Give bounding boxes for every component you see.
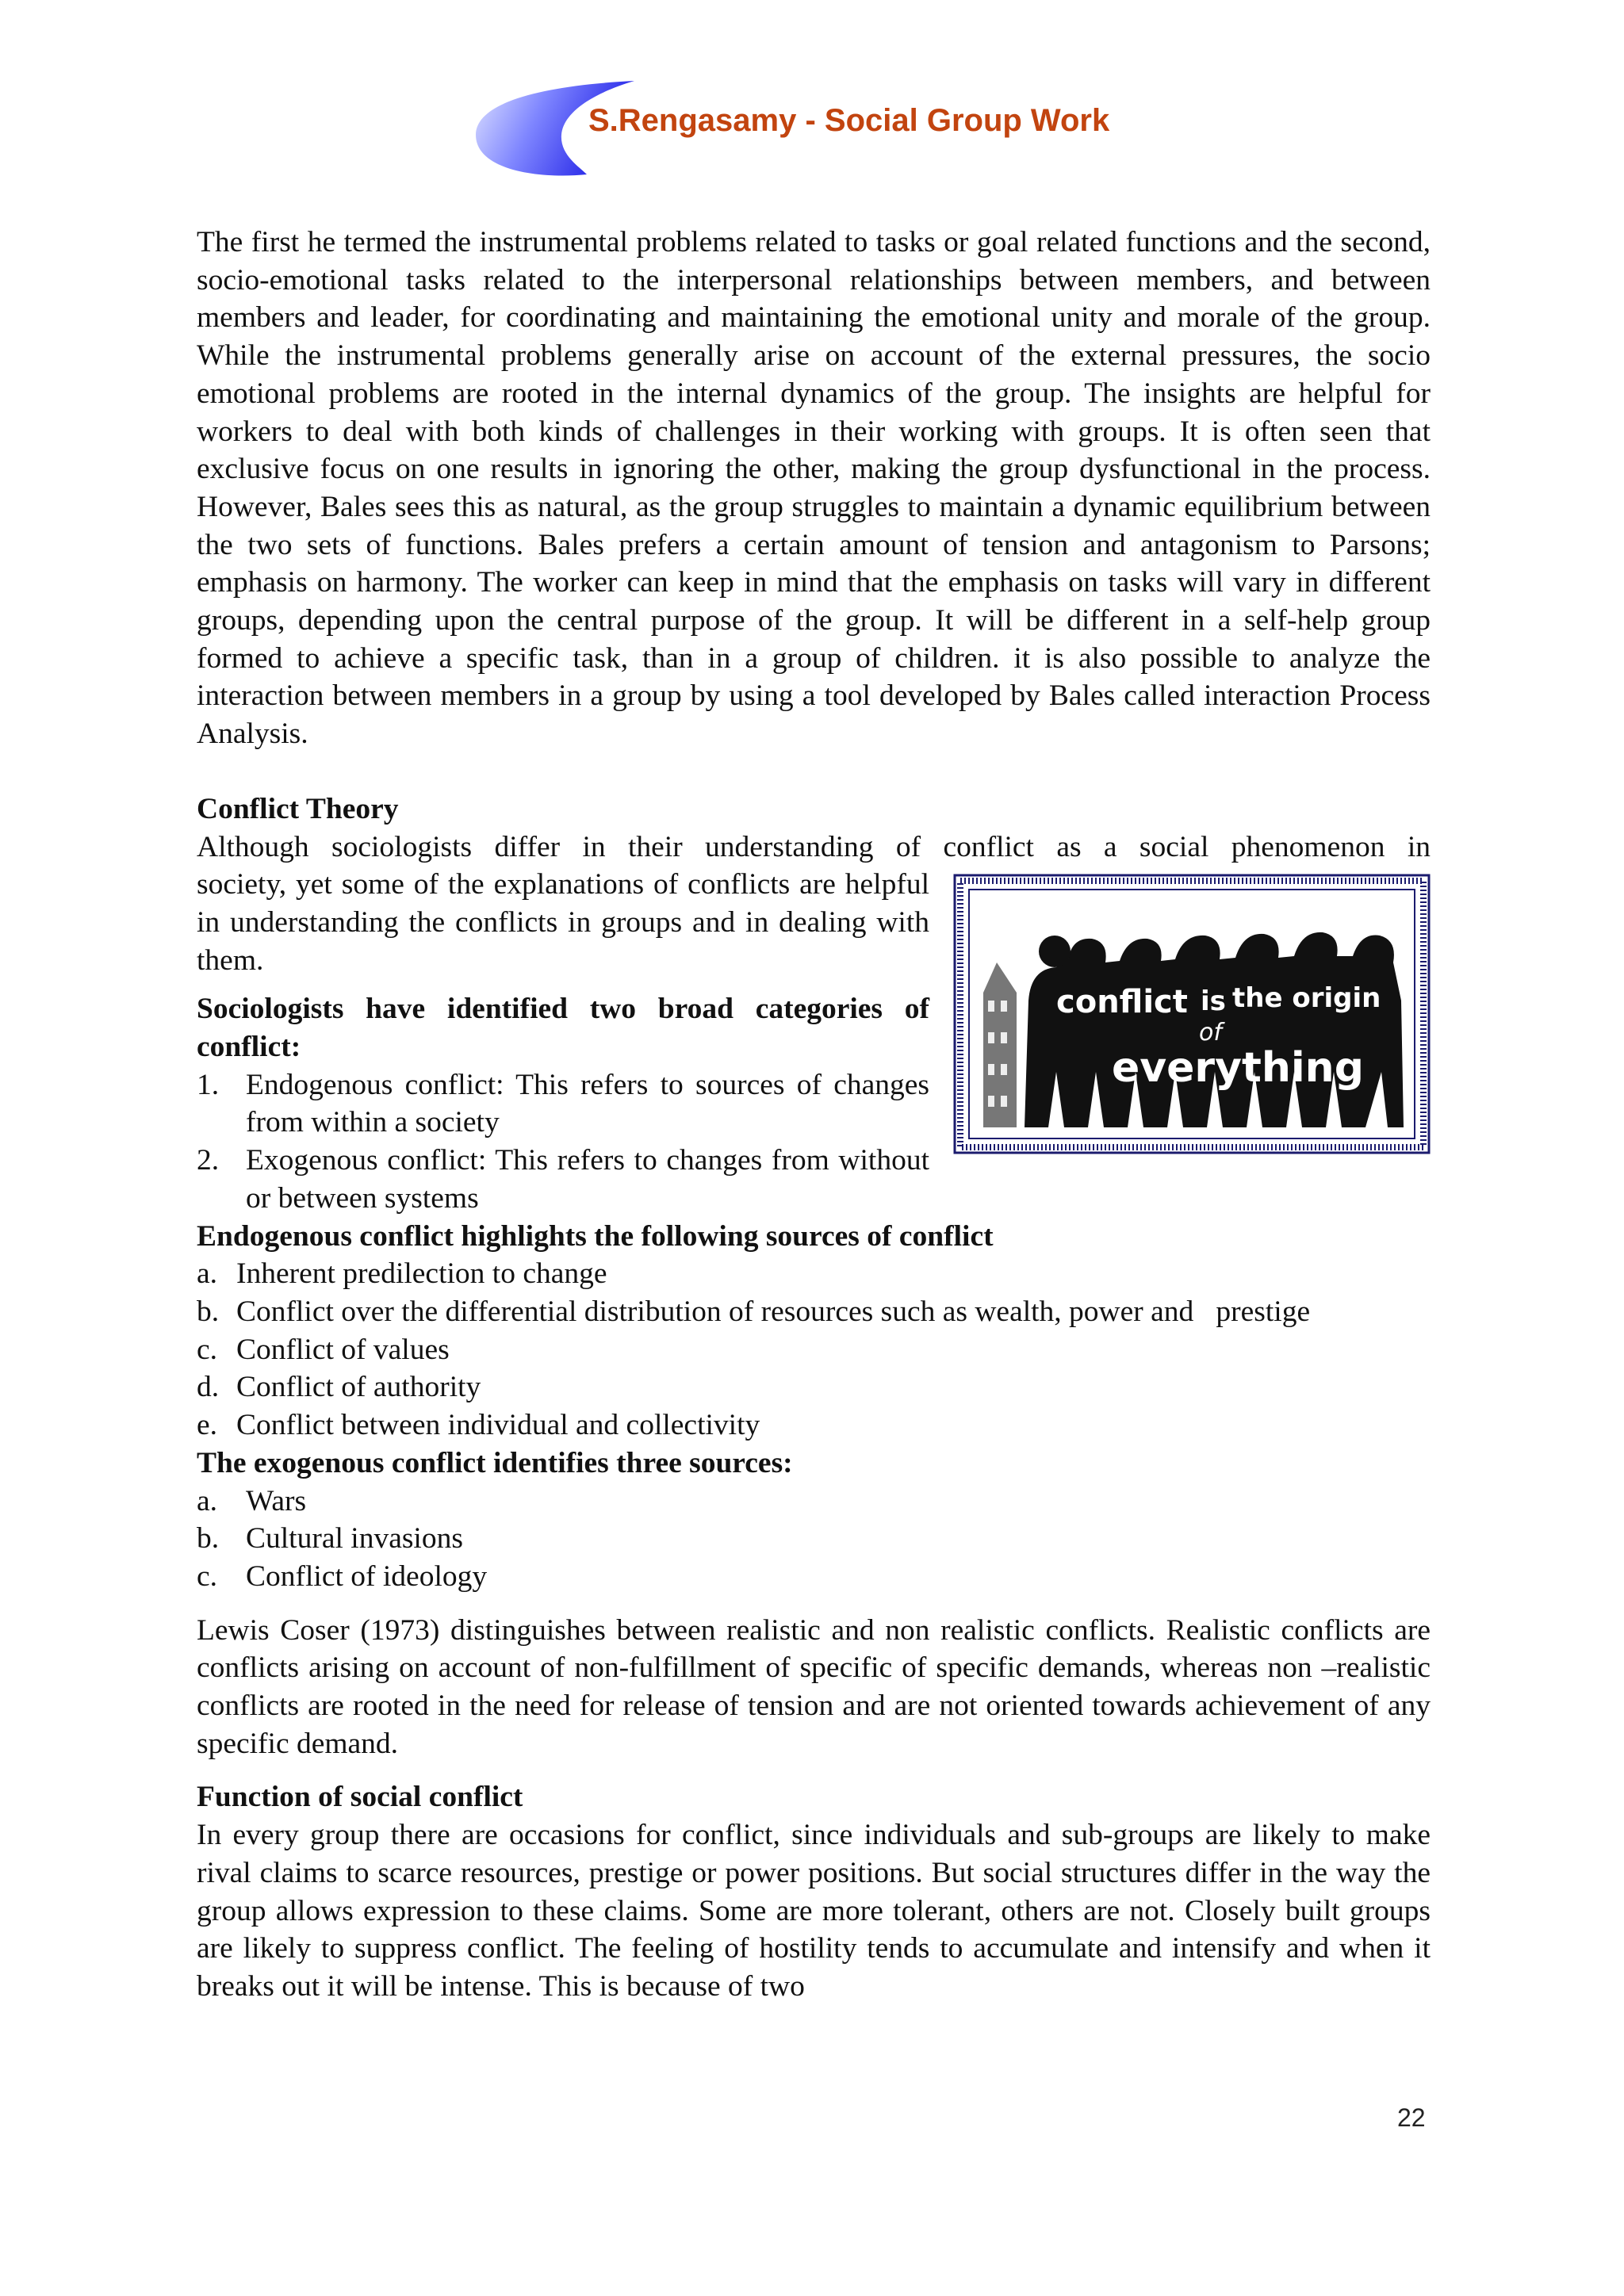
image-text-is: is <box>1201 985 1226 1018</box>
silhouette-crowd <box>983 932 1404 1127</box>
function-paragraph: In every group there are occasions for conflict, since individuals and sub-groups are likely to make rival claims to scarce resources, prestige or power positions. But social structures differ in the way the group allows expression to these claims. Some are more tolerant, others are not. Closely built groups are likely to suppress conflict. The feeling of hostility tends to accumulate and intensify and when it breaks out it will be intense. This is because of two <box>197 1819 1431 2003</box>
list-marker: d. <box>197 1371 220 1404</box>
list-text: Inherent predilection to change <box>236 1257 607 1291</box>
list-item <box>197 1520 1431 1558</box>
conflict-theory-wrap-paragraph: society, yet some of the explanations of conflicts are helpful in understanding the conflicts in groups and in dealing with them. <box>197 868 929 977</box>
list-text: Conflict between individual and collectivity <box>236 1409 760 1442</box>
conflict-wrap-section <box>197 866 1431 1217</box>
list-marker: b. <box>197 1295 220 1328</box>
image-text-of: of <box>1199 1019 1222 1047</box>
image-text-the-origin: the origin <box>1232 982 1381 1015</box>
image-text-everything: everything <box>1112 1044 1364 1093</box>
list-marker: 2. <box>197 1144 220 1177</box>
list-marker: a. <box>197 1257 218 1291</box>
conflict-theory-lead: Although sociologists differ in their understanding of conflict as a social phenomenon in <box>197 830 1431 863</box>
conflict-image <box>953 874 1431 1154</box>
page-header <box>468 79 1150 182</box>
exogenous-heading: The exogenous conflict identifies three sources: <box>197 1446 793 1479</box>
list-text: Conflict of ideology <box>246 1559 488 1593</box>
image-text-conflict: conflict <box>1056 984 1188 1021</box>
header-title: S.Rengasamy - Social Group Work <box>588 103 1110 138</box>
list-text: Wars <box>246 1484 307 1517</box>
conflict-image-frame <box>953 874 1431 1154</box>
intro-paragraph: The first he termed the instrumental problems related to tasks or goal related functions and the second, socio-emotional tasks related to the interpersonal relationships between members, and between members and leader, for coordinating and maintaining the emotional unity and morale of the group. While the instrumental problems generally arise on account of the external pressures, the socio emotional problems are rooted in the internal dynamics of the group. The insights are helpful for workers to deal with both kinds of challenges in their working with groups. It is often seen that exclusive focus on one results in ignoring the other, making the group dysfunctional in the process. However, Bales sees this as natural, as the group struggles to maintain a dynamic equilibrium between the two sets of functions. Bales prefers a certain amount of tension and antagonism to Parsons; emphasis on harmony. The worker can keep in mind that the emphasis on tasks will vary in different groups, depending upon the central purpose of the group. It will be different in a self-help group formed to achieve a specific task, than in a group of children. it is also possible to analyze the interaction between members in a group by using a tool developed by Bales called interaction Process Analysis. <box>197 226 1431 751</box>
list-text: Exogenous conflict: This refers to changes from without or between systems <box>246 1144 929 1215</box>
function-heading: Function of social conflict <box>197 1781 523 1814</box>
list-text: Conflict over the differential distribution of resources such as wealth, power and prestige <box>236 1295 1311 1328</box>
list-item <box>197 1368 1431 1406</box>
endogenous-heading: Endogenous conflict highlights the following sources of conflict <box>197 1219 994 1253</box>
list-item <box>197 1066 929 1142</box>
list-text: Conflict of values <box>236 1333 450 1366</box>
list-item <box>197 1255 1431 1293</box>
list-marker: b. <box>197 1522 220 1556</box>
page-content <box>197 224 1431 2006</box>
list-item <box>197 1558 1431 1596</box>
list-marker: 1. <box>197 1068 220 1101</box>
list-marker: e. <box>197 1409 218 1442</box>
coser-paragraph: Lewis Coser (1973) distinguishes between realistic and non realistic conflicts. Realistic conflicts are conflicts arising on account of non-fulfillment of specific of specific demands, whereas non –realistic conflicts are rooted in the need for release of tension and are not oriented towards achievement of any specific demand. <box>197 1613 1431 1760</box>
endogenous-list <box>197 1255 1431 1445</box>
list-marker: c. <box>197 1559 218 1593</box>
categories-heading: Sociologists have identified two broad categories of conflict: <box>197 993 929 1064</box>
list-item <box>197 1293 1431 1331</box>
list-item <box>197 1331 1431 1369</box>
list-text: Endogenous conflict: This refers to sources of changes from within a society <box>246 1068 929 1139</box>
list-item <box>197 1142 929 1217</box>
list-marker: c. <box>197 1333 218 1366</box>
page-number: 22 <box>1397 2103 1426 2132</box>
list-marker: a. <box>197 1484 218 1517</box>
exogenous-list <box>197 1483 1431 1596</box>
list-item <box>197 1483 1431 1521</box>
list-text: Conflict of authority <box>236 1371 481 1404</box>
list-item <box>197 1406 1431 1445</box>
conflict-theory-heading: Conflict Theory <box>197 792 399 825</box>
list-text: Cultural invasions <box>246 1522 463 1556</box>
